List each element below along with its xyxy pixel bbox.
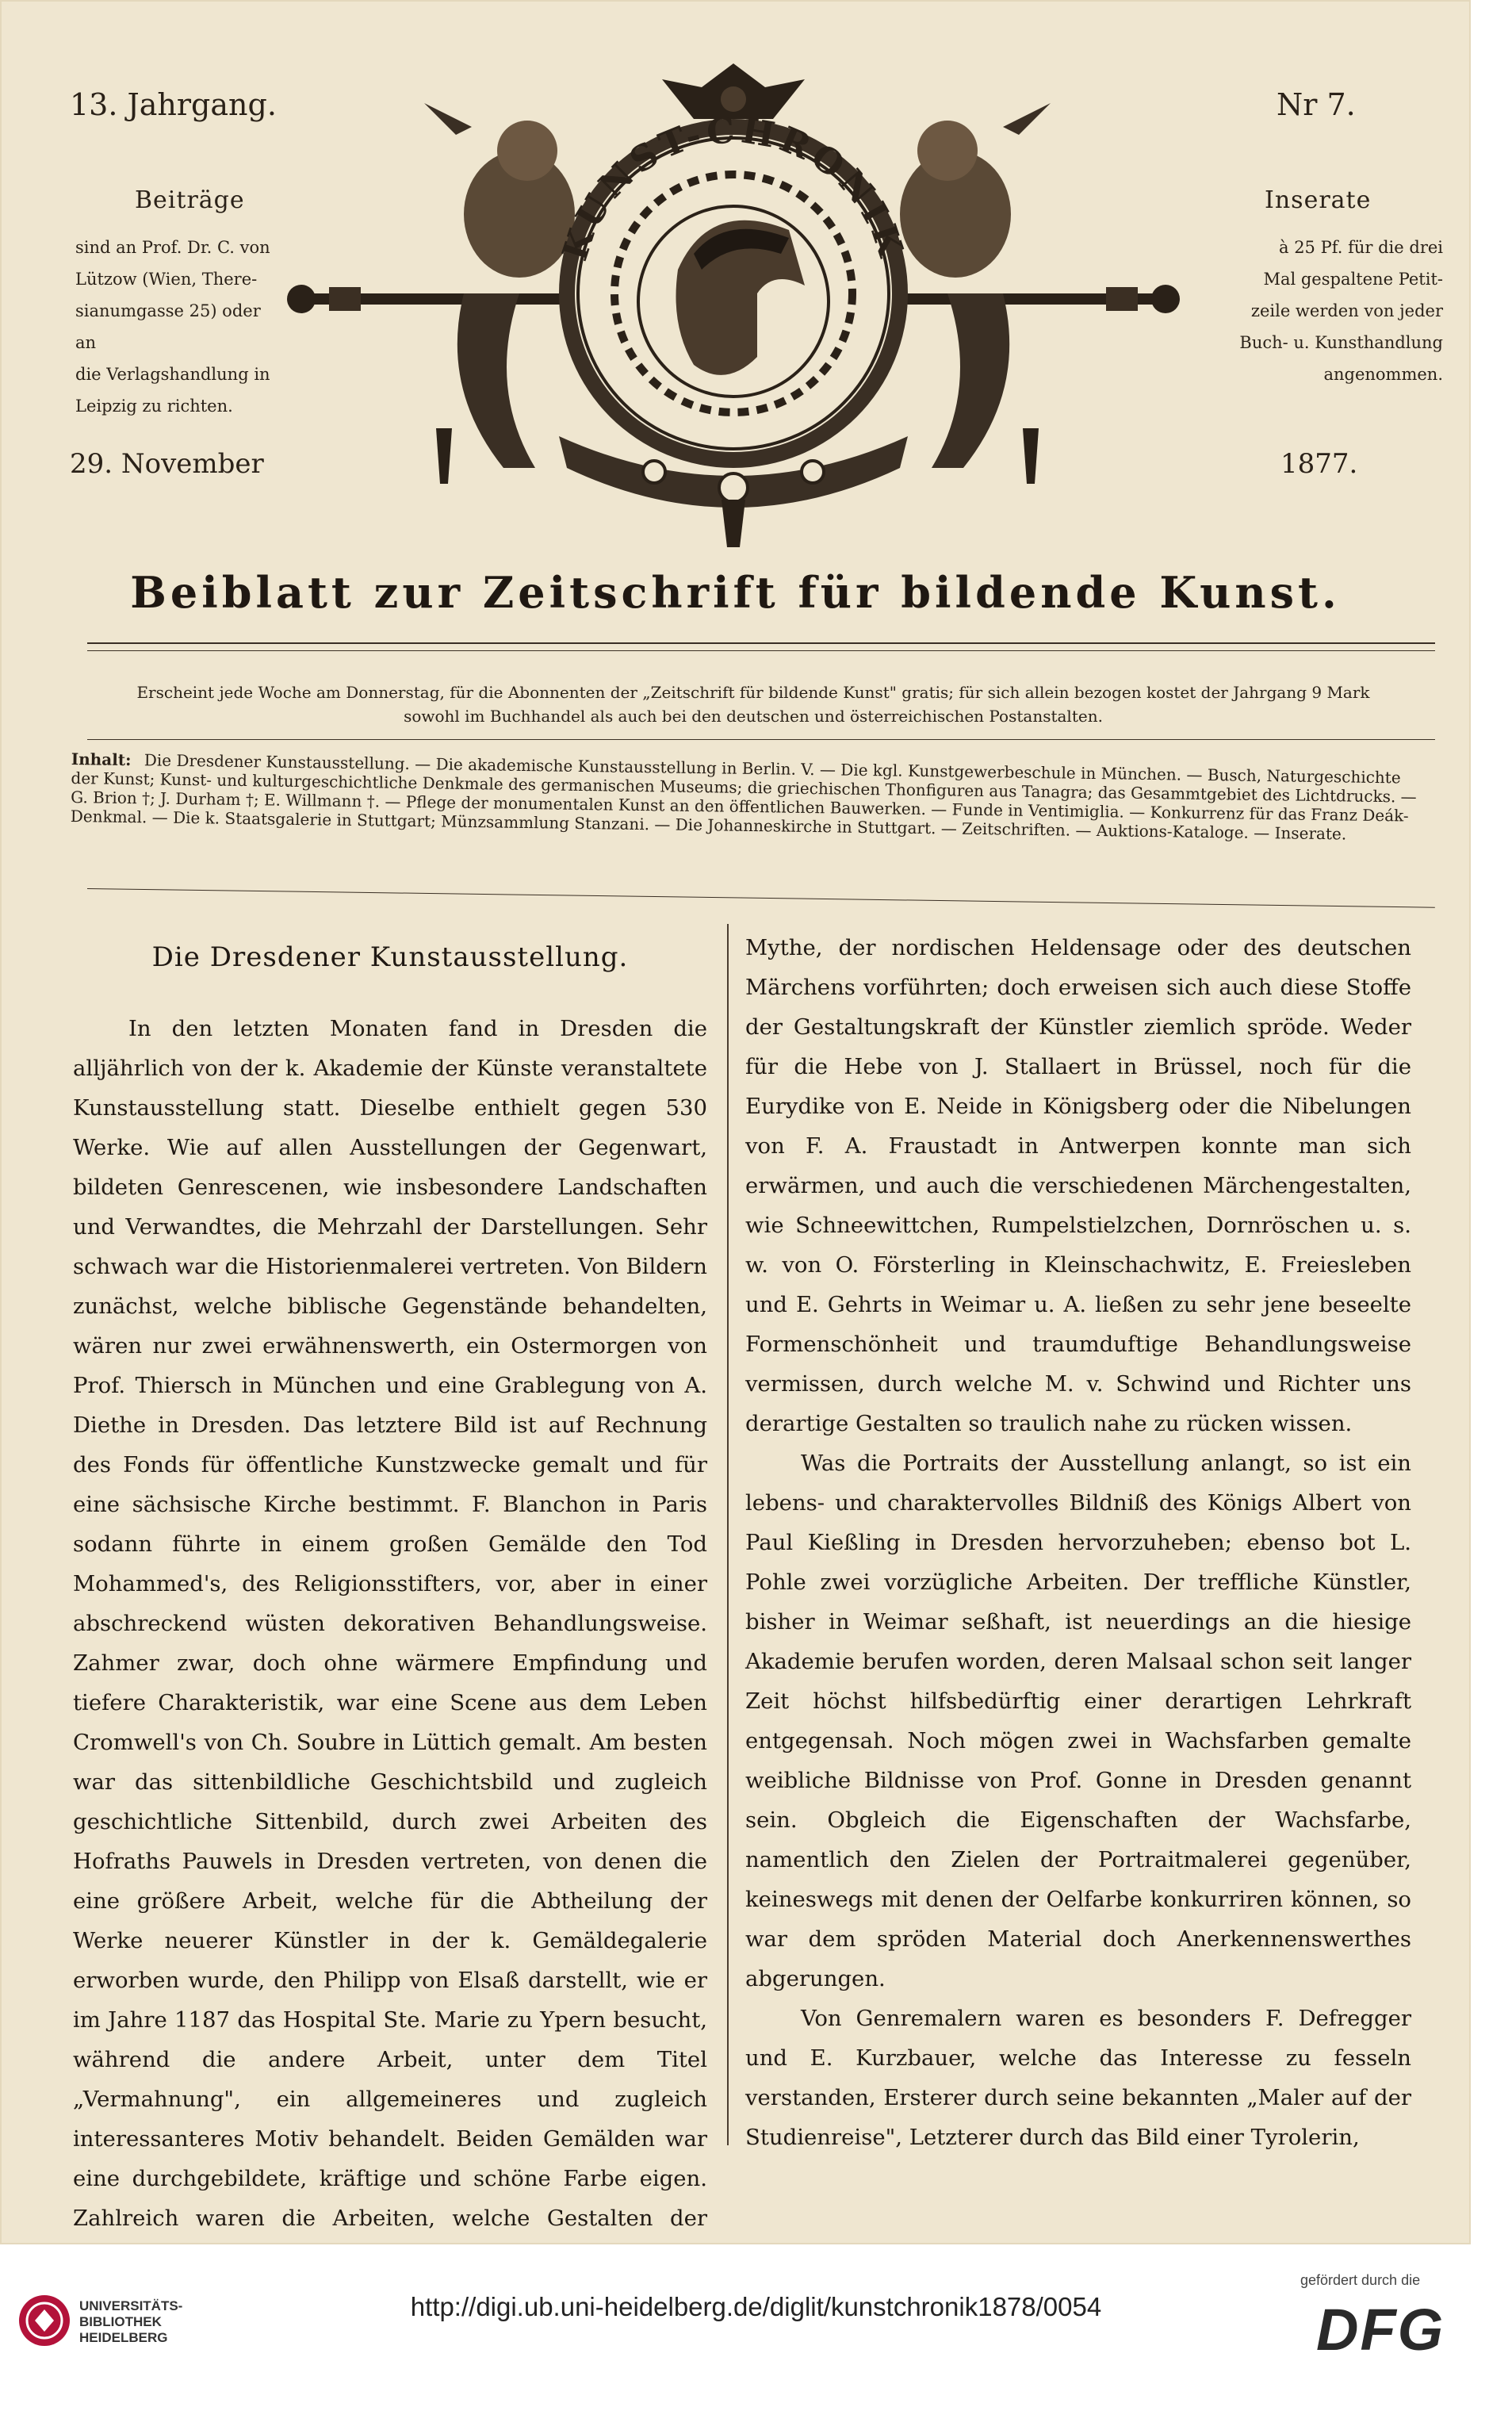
funded-by-label: gefördert durch die <box>1300 2272 1421 2288</box>
contributions-line: die Verlagshandlung in <box>75 365 270 384</box>
logo-text: KUNST-CHRONIK <box>554 110 913 266</box>
ads-heading: Inserate <box>1265 186 1372 214</box>
notice-rule <box>87 739 1435 740</box>
library-name-line: BIBLIOTHEK <box>79 2314 162 2329</box>
library-name-line: UNIVERSITÄTS- <box>79 2298 183 2313</box>
article-title: Die Dresdener Kunstausstellung. <box>151 941 629 973</box>
kunst-chronik-emblem <box>281 56 1185 563</box>
ads-line: angenommen. <box>1323 365 1443 384</box>
title-rule-thin <box>87 650 1435 651</box>
article-paragraph: Von Genremalern waren es besonders F. Defregger und E. Kurzbauer, welche das Interesse zu fesseln verstanden, Ersterer durch seine bekannten „Maler auf der Studienreise", Letzterer durch das Bild einer Tyrolerin, <box>745 2006 1411 2150</box>
contributions-line: sianumgasse 25) oder an <box>75 301 261 352</box>
column-divider <box>727 924 729 2145</box>
article-paragraph: Was die Portraits der Ausstellung anlangt, so ist ein lebens- und charaktervolles Bildniß des Königs Albert von Paul Kießling in Dresden hervorzuheben; ebenso bot L. Pohle zwei vorzügliche Arbeiten. Der treffliche Künstler, bisher in Weimar seßhaft, ist neuerdings an die hiesige Akademie berufen worden, deren Malsaal schon seit langer Zeit höchst hilfsbedürftig einer derartigen Lehrkraft entgegensah. Noch mögen zwei in Wachsfarben gemalte weibliche Bildnisse von Prof. Gonne in Dresden genannt sein. Obgleich die Eigenschaften der Wachsfarbe, namentlich den Zielen der Portraitmalerei gegenüber, keineswegs mit denen der Oelfarbe konkurriren können, so war dem spröden Material doch Anerkennenswerthes abgerungen. <box>745 1451 1411 1991</box>
ads-line: Mal gespaltene Petit- <box>1263 270 1443 289</box>
article-paragraph: Mythe, der nordischen Heldensage oder des deutschen Märchens vorführten; doch erweisen sich auch diese Stoffe der Gestaltungskraft der Künstler ziemlich spröde. Weder für die Hebe von J. Stallaert in Brüssel, noch für die Eurydike von E. Neide in Königsberg oder die Nibelungen von F. A. Fraustadt in Antwerpen konnte man sich erwärmen, und auch die verschiedenen Märchengestalten, wie Schneewittchen, Rumpelstielzchen, Dornröschen u. s. w. von O. Försterling in Kleinschachwitz, E. Freiesleben und E. Gehrts in Weimar u. A. ließen zu sehr jene beseelte Formenschönheit und traumduftige Behandlungsweise vermissen, durch welche M. v. Schwind und Richter uns derartige Gestalten so traulich nahe zu rücken wissen. <box>745 935 1411 1436</box>
contributions-info <box>75 232 285 422</box>
ads-line: Buch- u. Kunsthandlung <box>1239 333 1443 352</box>
article-paragraph: In den letzten Monaten fand in Dresden die alljährlich von der k. Akademie der Künste veranstaltete Kunstausstellung statt. Dieselbe enthielt gegen 530 Werke. Wie auf allen Ausstellungen der Gegenwart, bildeten Genrescenen, wie insbesondere Landschaften und Verwandtes, die Mehrzahl der Darstellungen. Sehr schwach war die Historienmalerei vertreten. Von Bildern zunächst, welche biblische Gegenstände behandelten, wären nur zwei erwähnenswerth, ein Ostermorgen von Prof. Thiersch in München und eine Grablegung von A. Diethe in Dresden. Das letztere Bild ist auf Rechnung des Fonds für öffentliche Kunstzwecke gemalt und für eine sächsische Kirche bestimmt. F. Blanchon in Paris sodann führte in einem großen Gemälde den Tod Mohammed's, des Religionsstifters, vor, aber in einer abschreckend wüsten dekorativen Behandlungsweise. Zahmer zwar, doch ohne wärmere Empfindung und tiefere Charakteristik, war eine Scene aus dem Leben Cromwell's von Ch. Soubre in Lüttich gemalt. Am besten war das sittenbildliche Geschichtsbild und zugleich geschichtliche Sittenbild, durch zwei Arbeiten des Hofraths Pauwels in Dresden vertreten, von denen die eine größere Arbeit, welche für die Abtheilung der Werke neuerer Künstler in der k. Gemäldegalerie erworben wurde, den Philipp von Elsaß darstellt, wie er im Jahre 1187 das Hospital Ste. Marie zu Ypern besucht, während die andere Arbeit, unter dem Titel „Vermahnung", ein allgemeineres und zugleich interessanteres Motiv behandelt. Beiden Gemälden war eine durchgebildete, kräftige und schöne Farbe eigen. Zahlreich waren die Arbeiten, welche Gestalten der <box>73 1016 707 2231</box>
year-issue: 13. Jahrgang. <box>70 87 277 122</box>
contributions-line: sind an Prof. Dr. C. von <box>75 238 270 257</box>
digitization-footer <box>0 2244 1512 2430</box>
issue-date: 29. November <box>70 448 264 480</box>
title-rule <box>87 642 1435 644</box>
toc-text: Die Dresdener Kunstausstellung. — Die akademische Kunstausstellung in Berlin. V. — Die kgl. Kunstgewerbeschule in München. — Busch, Naturgeschichte der Kunst; Kunst- und kulturgeschichtliche Denkmale des germanischen Museums; die griechischen Thonfiguren aus Tanagra; das Gesammtgebiet des Lichtdrucks. — G. Brion †; J. Durham †; E. Willmann †. — Pflege der monumentalen Kunst an den öffentlichen Bauwerken. — Funde in Ventimiglia. — Konkurrenz für das Franz Deák-Denkmal. — Die k. Staatsgalerie in Stuttgart; Münzsammlung Stanzani. — Die Johanneskirche in Stuttgart. — Zeitschriften. — Auktions-Kataloge. — Inserate. <box>70 750 1417 844</box>
table-of-contents <box>71 749 1419 845</box>
source-url-link[interactable]: http://digi.ub.uni-heidelberg.de/diglit/kunstchronik1878/0054 <box>410 2292 1102 2321</box>
article-column-left <box>73 928 707 2278</box>
ads-line: à 25 Pf. für die drei <box>1279 238 1443 257</box>
library-name-line: HEIDELBERG <box>79 2330 168 2345</box>
dfg-logo: DFG <box>1316 2297 1445 2363</box>
issue-number: Nr 7. <box>1277 87 1356 122</box>
contributions-line: Leipzig zu richten. <box>75 397 233 416</box>
toc-label: Inhalt: <box>71 749 132 770</box>
contributions-heading: Beiträge <box>135 186 245 214</box>
ads-info <box>1205 232 1443 390</box>
toc-rule <box>87 888 1435 908</box>
ads-line: zeile werden von jeder <box>1250 301 1443 320</box>
subscription-notice: Erscheint jede Woche am Donnerstag, für die Abonnenten der „Zeitschrift für bildende Kunst" gratis; für sich allein bezogen kostet der Jahrgang 9 Mark sowohl im Buchhandel als auch bei den deutschen und österreichischen Postanstalten. <box>136 683 1370 726</box>
contributions-line: Lützow (Wien, There- <box>75 270 258 289</box>
issue-year: 1877. <box>1280 448 1358 480</box>
article-column-right <box>745 928 1411 2157</box>
masthead-title: Beiblatt zur Zeitschrift für bildende Kunst. <box>130 567 1341 618</box>
